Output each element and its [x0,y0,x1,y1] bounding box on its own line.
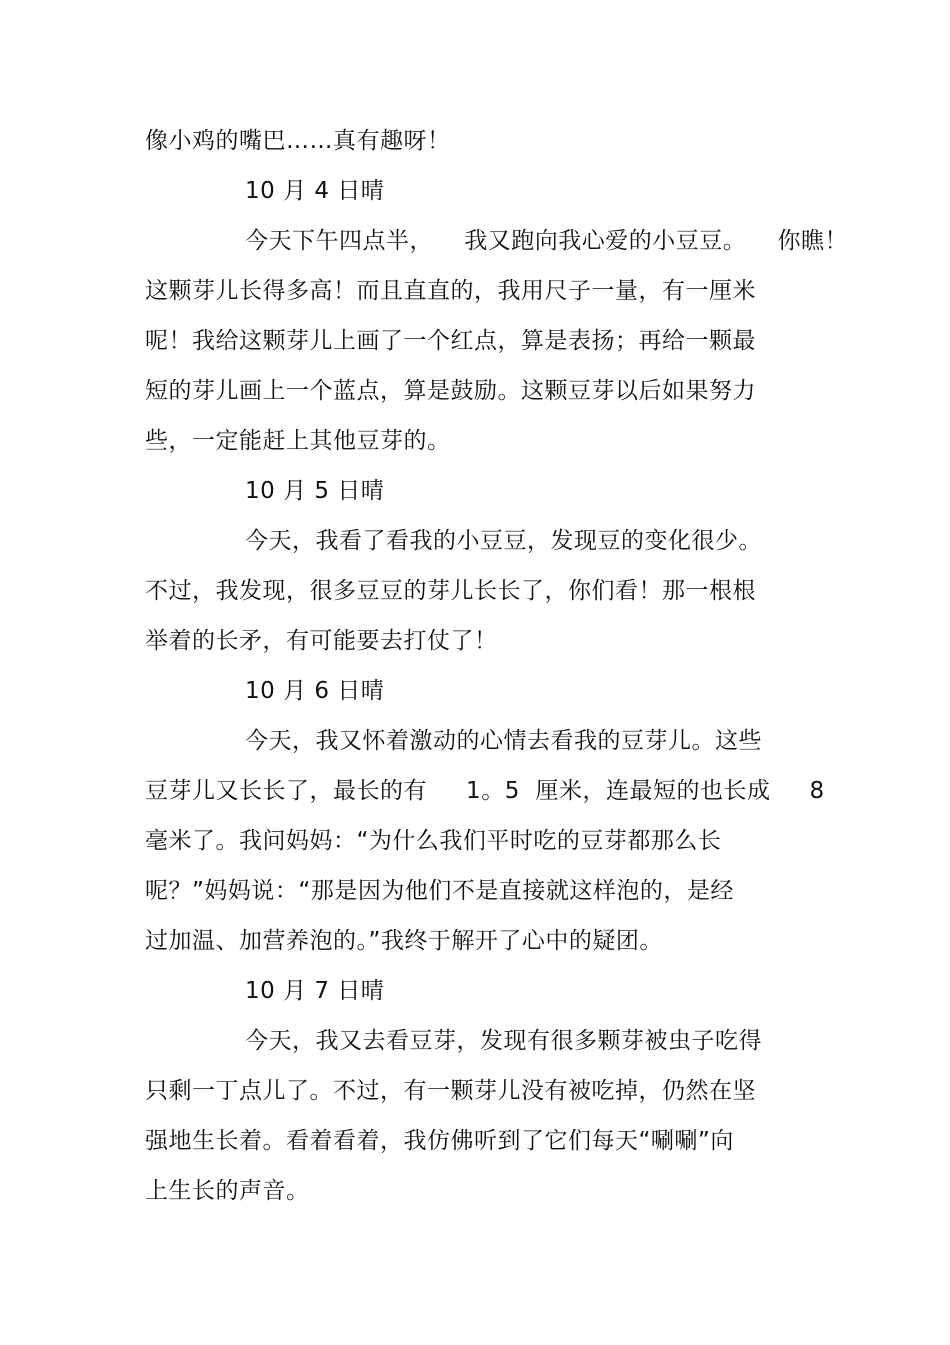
text-line: 今天，我又去看豆芽，发现有很多颗芽被虫子吃得 [245,1028,762,1054]
text-line: 上生长的声音。 [145,1178,310,1204]
text-line: 些，一定能赶上其他豆芽的。 [145,428,451,454]
text-line: 短的芽儿画上一个蓝点，算是鼓励。这颗豆芽以后如果努力 [145,378,756,404]
text-line: 今天下午四点半， 我又跑向我心爱的小豆豆。 你瞧！ [245,228,848,254]
text-line: 只剩一丁点儿了。不过，有一颗芽儿没有被吃掉，仍然在坚 [145,1078,756,1104]
text-line: 毫米了。我问妈妈：“为什么我们平时吃的豆芽都那么长 [145,828,722,854]
text-line: 像小鸡的嘴巴……真有趣呀！ [145,128,451,154]
text-line: 这颗芽儿长得多高！而且直直的，我用尺子一量，有一厘米 [145,278,756,304]
text-line: 豆芽儿又长长了，最长的有 1。5 厘米，连最短的也长成 8 [145,778,825,804]
text-line: 举着的长矛，有可能要去打仗了！ [145,628,498,654]
diary-date: 10 月 7 日晴 [245,978,385,1004]
text-line: 不过，我发现，很多豆豆的芽儿长长了，你们看！那一根根 [145,578,756,604]
text-line: 今天，我看了看我的小豆豆，发现豆的变化很少。 [245,528,762,554]
text-line: 过加温、加营养泡的。”我终于解开了心中的疑团。 [145,928,663,954]
diary-date: 10 月 4 日晴 [245,178,385,204]
diary-date: 10 月 5 日晴 [245,478,385,504]
text-line: 呢？”妈妈说：“那是因为他们不是直接就这样泡的，是经 [145,878,734,904]
text-line: 今天，我又怀着激动的心情去看我的豆芽儿。这些 [245,728,762,754]
diary-date: 10 月 6 日晴 [245,678,385,704]
text-line: 呢！我给这颗芽儿上画了一个红点，算是表扬；再给一颗最 [145,328,756,354]
text-line: 强地生长着。看着看着，我仿佛听到了它们每天“唰唰”向 [145,1128,734,1154]
